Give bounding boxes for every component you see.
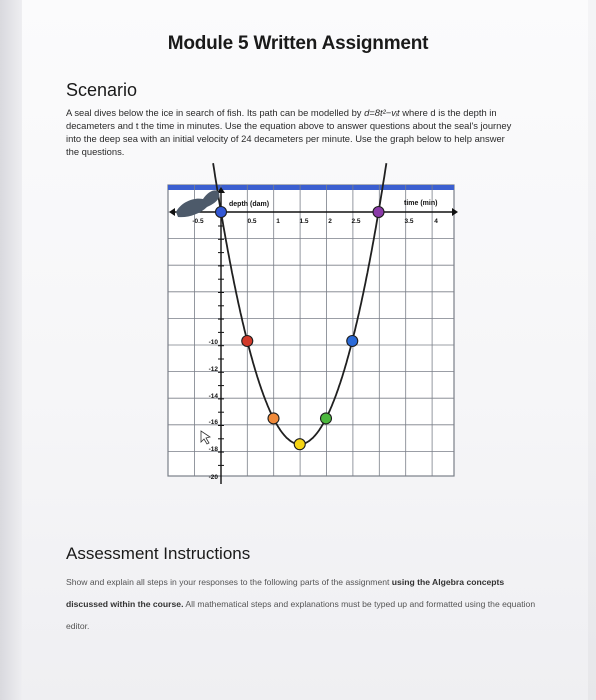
x-axis-arrow <box>452 208 458 216</box>
scenario-text-1: A seal dives below the ice in search of fish. Its path can be modelled by <box>66 107 365 118</box>
x-tick-label: 4 <box>434 218 438 225</box>
x-tick-label: 0.5 <box>247 218 257 225</box>
page-title: Module 5 Written Assignment <box>167 33 429 54</box>
x-axis-label: time (min) <box>404 200 438 207</box>
data-point <box>242 336 253 347</box>
data-point <box>321 413 332 424</box>
graph-header-band <box>168 185 454 190</box>
scenario-text-2: where d is the depth in decameters and t the time in minutes. Use the equation above to answer questions about the seal's journey into the deep sea with an initial velocity of 24 decameters per minute. Use the graph below to help answer the questions. <box>66 107 512 157</box>
graph-frame <box>168 185 454 476</box>
scenario-heading: Scenario <box>66 80 138 100</box>
y-tick-label: -10 <box>208 339 218 346</box>
y-axis-label: depth (dam) <box>229 201 270 208</box>
data-point <box>373 207 384 218</box>
x-tick-label: 1 <box>276 218 280 225</box>
data-point <box>294 439 305 450</box>
data-point <box>268 413 279 424</box>
x-tick-label: -0.5 <box>192 218 204 225</box>
data-point <box>347 336 358 347</box>
instructions-text-2: All mathematical steps and explanations must be typed up and formatted using the equation editor. <box>66 599 536 631</box>
x-tick-label: 2 <box>328 218 332 225</box>
x-tick-label: 2.5 <box>351 218 361 225</box>
y-tick-label: -20 <box>208 474 218 481</box>
x-tick-label: 1.5 <box>299 218 309 225</box>
assessment-instructions <box>66 571 536 637</box>
y-tick-label: -12 <box>208 366 218 373</box>
assessment-heading: Assessment Instructions <box>66 544 251 563</box>
scenario-equation: d=8t²−vᵢt <box>364 107 400 118</box>
y-tick-label: -14 <box>208 393 218 400</box>
graph-grid <box>168 185 458 484</box>
y-tick-label: -18 <box>208 446 218 453</box>
instructions-bold-text: using the Algebra concepts discussed within the course. <box>66 577 505 609</box>
y-tick-label: -16 <box>208 419 218 426</box>
data-point <box>216 207 227 218</box>
x-tick-label: 3.5 <box>404 218 414 225</box>
instructions-text-1: Show and explain all steps in your responses to the following parts of the assignment <box>66 577 392 587</box>
